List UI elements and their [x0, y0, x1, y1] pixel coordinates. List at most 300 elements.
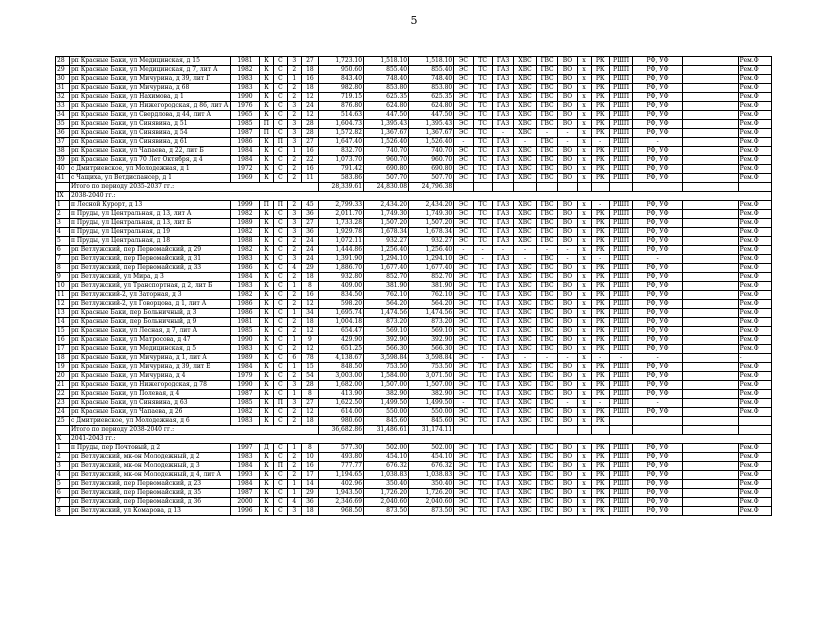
floors-cell: 2 — [287, 165, 301, 174]
repair-fund-cell: Рем.Ф — [738, 309, 771, 318]
hot-water-cell: ГВС — [536, 408, 557, 417]
living-area-cell: 1,395.43 — [364, 120, 409, 129]
extra-cell — [682, 228, 738, 237]
residential-area-cell: 1,518.10 — [409, 57, 454, 66]
wall-material-cell: К — [259, 93, 273, 102]
floors-cell: 2 — [287, 453, 301, 462]
living-area-cell: 24,830.08 — [364, 183, 409, 192]
extra-cell — [682, 93, 738, 102]
roof-work-cell: РК — [591, 336, 609, 345]
cold-water-cell: ХВС — [514, 57, 537, 66]
roof-type-cell: С — [273, 84, 287, 93]
apartments-cell: 14 — [301, 480, 318, 489]
residential-area-cell: 24,796.38 — [409, 183, 454, 192]
facade-work-cell: РФ, УФ — [633, 453, 682, 462]
floors-cell: 3 — [287, 138, 301, 147]
apartments-cell: 17 — [301, 471, 318, 480]
residential-area-cell: 3,598.84 — [409, 354, 454, 363]
gas-cell: ГАЗ — [492, 309, 513, 318]
power-cell: ЭС — [454, 318, 473, 327]
year-cell: 1984 — [230, 156, 259, 165]
roof-type-cell: С — [273, 156, 287, 165]
row-number-cell: 8 — [56, 264, 70, 273]
year-cell: 1999 — [230, 201, 259, 210]
gas-cell: ГАЗ — [492, 300, 513, 309]
roof-type-cell: С — [273, 453, 287, 462]
apartments-cell: 18 — [301, 273, 318, 282]
empty-cell — [609, 183, 633, 192]
roof-type-cell: С — [273, 210, 287, 219]
roof-type-cell: С — [273, 273, 287, 282]
floors-cell: 1 — [287, 309, 301, 318]
floors-cell: 2 — [287, 156, 301, 165]
wall-material-cell: К — [259, 462, 273, 471]
gas-cell: ГАЗ — [492, 471, 513, 480]
address-cell: рп Ветлужский-2, ул Заторная, д 3 — [69, 291, 230, 300]
address-cell: рп Ветлужский-2, ул Говорцова, д 1, лит А — [69, 300, 230, 309]
extra-cell — [682, 174, 738, 183]
total-area-cell: 719.15 — [318, 93, 363, 102]
extra-cell — [682, 354, 738, 363]
sewer-cell: ВО — [558, 66, 577, 75]
row-number-cell: 38 — [56, 147, 70, 156]
cold-water-cell: ХВС — [514, 480, 537, 489]
cold-water-cell: ХВС — [514, 399, 537, 408]
cold-water-cell: - — [514, 138, 537, 147]
repair-fund-cell: Рем.Ф — [738, 84, 771, 93]
sewer-cell: ВО — [558, 462, 577, 471]
floors-cell: 2 — [287, 471, 301, 480]
row-number-cell: 25 — [56, 417, 70, 426]
year-cell: 1986 — [230, 138, 259, 147]
residential-area-cell: 1,526.40 — [409, 138, 454, 147]
roof-type-cell: С — [273, 507, 287, 516]
floors-cell: 1 — [287, 147, 301, 156]
facade-work-cell: РФ, УФ — [633, 102, 682, 111]
row-number-cell: 37 — [56, 138, 70, 147]
power-cell: ЭС — [454, 75, 473, 84]
wall-material-cell: К — [259, 264, 273, 273]
cold-water-cell: ХВС — [514, 372, 537, 381]
roof-work-cell: РК — [591, 147, 609, 156]
residential-area-cell: 1,677.40 — [409, 264, 454, 273]
apartments-cell: 12 — [301, 93, 318, 102]
repair-fund-cell: Рем.Ф — [738, 327, 771, 336]
heat-cell: ТС — [473, 498, 492, 507]
hot-water-cell: ГВС — [536, 399, 557, 408]
wall-material-cell: К — [259, 282, 273, 291]
cold-water-cell: ХВС — [514, 147, 537, 156]
facade-work-cell: РФ, УФ — [633, 507, 682, 516]
repair-fund-cell — [738, 417, 771, 426]
sewer-cell: ВО — [558, 309, 577, 318]
roof-type-cell: С — [273, 372, 287, 381]
wall-material-cell: К — [259, 75, 273, 84]
floors-cell: 3 — [287, 102, 301, 111]
heat-cell: ТС — [473, 147, 492, 156]
power-cell: ЭС — [454, 147, 473, 156]
living-area-cell: 1,526.40 — [364, 138, 409, 147]
total-area-cell: 777.77 — [318, 462, 363, 471]
power-cell: - — [454, 399, 473, 408]
page-number: 5 — [410, 14, 418, 27]
floors-cell: 2 — [287, 237, 301, 246]
period-total-row — [56, 426, 772, 435]
year-cell: 1985 — [230, 120, 259, 129]
gas-cell: ГАЗ — [492, 93, 513, 102]
row-number-cell: 16 — [56, 336, 70, 345]
year-cell: 1993 — [230, 471, 259, 480]
row-number-cell: 17 — [56, 345, 70, 354]
total-area-cell: 36,682.86 — [318, 426, 363, 435]
residential-area-cell: 350.40 — [409, 480, 454, 489]
living-area-cell: 1,584.00 — [364, 372, 409, 381]
total-area-cell: 982.80 — [318, 84, 363, 93]
living-area-cell: 502.00 — [364, 444, 409, 453]
basement-work-cell: РШП — [609, 201, 633, 210]
apartments-cell: 11 — [301, 174, 318, 183]
address-cell: рп Ветлужский, мк-он Молодежный, д 2 — [69, 453, 230, 462]
apartments-cell: 29 — [301, 264, 318, 273]
mark-cell: х — [577, 471, 591, 480]
row-number-cell — [56, 183, 70, 192]
address-cell: рп Красные Баки, пер Больничный, д 9 — [69, 318, 230, 327]
extra-cell — [682, 480, 738, 489]
extra-cell — [682, 147, 738, 156]
gas-cell: ГАЗ — [492, 174, 513, 183]
row-number-cell: 2 — [56, 453, 70, 462]
roof-type-cell: С — [273, 444, 287, 453]
sewer-cell: ВО — [558, 480, 577, 489]
year-cell: 1985 — [230, 327, 259, 336]
address-cell: рп Ветлужский, ул Транспортная, д 2, лит Б — [69, 282, 230, 291]
empty-cell — [633, 426, 682, 435]
total-area-cell: 980.60 — [318, 417, 363, 426]
repair-fund-cell: Рем.Ф — [738, 201, 771, 210]
apartments-cell: 36 — [301, 498, 318, 507]
residential-area-cell: 1,678.34 — [409, 228, 454, 237]
power-cell: ЭС — [454, 417, 473, 426]
power-cell: ЭС — [454, 84, 473, 93]
year-cell: 1990 — [230, 93, 259, 102]
empty-cell — [558, 426, 577, 435]
basement-work-cell — [609, 417, 633, 426]
residential-area-cell: 1,367.67 — [409, 129, 454, 138]
total-area-cell: 1,647.40 — [318, 138, 363, 147]
repair-fund-cell: Рем.Ф — [738, 444, 771, 453]
cold-water-cell: ХВС — [514, 120, 537, 129]
living-area-cell: 1,474.56 — [364, 309, 409, 318]
hot-water-cell: ГВС — [536, 201, 557, 210]
facade-work-cell: РФ, УФ — [633, 129, 682, 138]
row-number-cell: 34 — [56, 111, 70, 120]
basement-work-cell: РШП — [609, 381, 633, 390]
table-row — [56, 129, 772, 138]
period-total-row — [56, 183, 772, 192]
row-number-cell: 5 — [56, 237, 70, 246]
heat-cell: - — [473, 255, 492, 264]
mark-cell: х — [577, 246, 591, 255]
wall-material-cell: К — [259, 363, 273, 372]
total-area-cell: 1,194.65 — [318, 471, 363, 480]
year-cell: 1984 — [230, 147, 259, 156]
sewer-cell: - — [558, 255, 577, 264]
living-area-cell: 1,518.10 — [364, 57, 409, 66]
residential-area-cell: 855.40 — [409, 66, 454, 75]
living-area-cell: 566.30 — [364, 345, 409, 354]
table-row — [56, 381, 772, 390]
heat-cell: ТС — [473, 327, 492, 336]
row-number-cell: 4 — [56, 471, 70, 480]
apartments-cell: 12 — [301, 327, 318, 336]
roof-work-cell: - — [591, 354, 609, 363]
table-row — [56, 417, 772, 426]
row-number-cell: 1 — [56, 201, 70, 210]
living-area-cell: 454.10 — [364, 453, 409, 462]
sewer-cell: ВО — [558, 498, 577, 507]
gas-cell: ГАЗ — [492, 210, 513, 219]
residential-area-cell: 454.10 — [409, 453, 454, 462]
gas-cell: ГАЗ — [492, 444, 513, 453]
mark-cell: х — [577, 255, 591, 264]
repair-fund-cell: Рем.Ф — [738, 336, 771, 345]
roof-work-cell: РК — [591, 228, 609, 237]
total-area-cell: 791.42 — [318, 165, 363, 174]
living-area-cell: 624.80 — [364, 102, 409, 111]
facade-work-cell: РФ, УФ — [633, 75, 682, 84]
power-cell: ЭС — [454, 255, 473, 264]
basement-work-cell: РШП — [609, 120, 633, 129]
basement-work-cell: РШП — [609, 345, 633, 354]
sewer-cell: - — [558, 138, 577, 147]
floors-cell: 3 — [287, 507, 301, 516]
year-cell: 1983 — [230, 84, 259, 93]
table-row — [56, 120, 772, 129]
facade-work-cell: РФ, УФ — [633, 111, 682, 120]
row-number-cell: 21 — [56, 381, 70, 390]
roof-work-cell: РК — [591, 318, 609, 327]
floors-cell: 2 — [287, 246, 301, 255]
facade-work-cell: РФ, УФ — [633, 345, 682, 354]
sewer-cell: - — [558, 354, 577, 363]
roof-work-cell: РК — [591, 462, 609, 471]
residential-area-cell: 676.32 — [409, 462, 454, 471]
residential-area-cell: 2,434.20 — [409, 201, 454, 210]
total-area-cell: 2,346.69 — [318, 498, 363, 507]
power-cell: ЭС — [454, 327, 473, 336]
heat-cell: ТС — [473, 111, 492, 120]
repair-fund-cell: Рем.Ф — [738, 273, 771, 282]
sewer-cell: ВО — [558, 291, 577, 300]
repair-fund-cell: Рем.Ф — [738, 129, 771, 138]
total-area-cell: 950.60 — [318, 66, 363, 75]
cold-water-cell: ХВС — [514, 318, 537, 327]
roof-type-cell: С — [273, 309, 287, 318]
basement-work-cell: РШП — [609, 480, 633, 489]
extra-cell — [682, 300, 738, 309]
heat-cell: ТС — [473, 228, 492, 237]
empty-cell — [682, 183, 738, 192]
total-area-cell: 1,073.70 — [318, 156, 363, 165]
heat-cell: ТС — [473, 507, 492, 516]
extra-cell — [682, 363, 738, 372]
power-cell: ЭС — [454, 273, 473, 282]
table-row — [56, 237, 772, 246]
row-number-cell: 41 — [56, 174, 70, 183]
gas-cell: ГАЗ — [492, 75, 513, 84]
row-number-cell: 10 — [56, 282, 70, 291]
living-area-cell: 507.70 — [364, 174, 409, 183]
gas-cell: ГАЗ — [492, 462, 513, 471]
extra-cell — [682, 156, 738, 165]
power-cell: ЭС — [454, 408, 473, 417]
roof-type-cell: С — [273, 219, 287, 228]
power-cell: ЭС — [454, 120, 473, 129]
facade-work-cell: РФ, УФ — [633, 408, 682, 417]
roof-type-cell: С — [273, 381, 287, 390]
roof-work-cell: - — [591, 255, 609, 264]
floors-cell: 2 — [287, 372, 301, 381]
wall-material-cell: К — [259, 165, 273, 174]
facade-work-cell: РФ, УФ — [633, 489, 682, 498]
gas-cell: ГАЗ — [492, 489, 513, 498]
sewer-cell: ВО — [558, 327, 577, 336]
wall-material-cell: К — [259, 390, 273, 399]
wall-material-cell: К — [259, 174, 273, 183]
roof-work-cell: РК — [591, 390, 609, 399]
row-number-cell: 4 — [56, 228, 70, 237]
wall-material-cell: К — [259, 336, 273, 345]
floors-cell: 2 — [287, 417, 301, 426]
repair-fund-cell: Рем.Ф — [738, 219, 771, 228]
power-cell: ЭС — [454, 282, 473, 291]
row-number-cell: 36 — [56, 129, 70, 138]
mark-cell: х — [577, 165, 591, 174]
power-cell: ЭС — [454, 345, 473, 354]
address-cell: с Чащиха, ул Ветдиспансер, д 1 — [69, 174, 230, 183]
living-area-cell: 3,598.84 — [364, 354, 409, 363]
total-area-cell: 413.90 — [318, 390, 363, 399]
roof-work-cell: РК — [591, 363, 609, 372]
roof-work-cell: РК — [591, 84, 609, 93]
basement-work-cell: РШП — [609, 408, 633, 417]
table-row — [56, 453, 772, 462]
year-cell: 1987 — [230, 129, 259, 138]
floors-cell: 4 — [287, 264, 301, 273]
sewer-cell: ВО — [558, 417, 577, 426]
basement-work-cell: РШП — [609, 84, 633, 93]
table-row — [56, 318, 772, 327]
wall-material-cell: Д — [259, 444, 273, 453]
hot-water-cell: ГВС — [536, 345, 557, 354]
basement-work-cell: РШП — [609, 273, 633, 282]
gas-cell: ГАЗ — [492, 84, 513, 93]
wall-material-cell: К — [259, 66, 273, 75]
floors-cell: 2 — [287, 93, 301, 102]
mark-cell: х — [577, 84, 591, 93]
power-cell: ЭС — [454, 102, 473, 111]
residential-area-cell: 1,507.00 — [409, 381, 454, 390]
living-area-cell: 31,486.61 — [364, 426, 409, 435]
table-row — [56, 444, 772, 453]
mark-cell: х — [577, 219, 591, 228]
extra-cell — [682, 399, 738, 408]
period-title-cell: 2038-2040 гг.: — [69, 192, 771, 201]
cold-water-cell: ХВС — [514, 102, 537, 111]
total-area-cell: 932.80 — [318, 273, 363, 282]
facade-work-cell: РФ, УФ — [633, 390, 682, 399]
total-area-cell: 493.80 — [318, 453, 363, 462]
total-area-cell: 583.86 — [318, 174, 363, 183]
roof-work-cell: РК — [591, 327, 609, 336]
basement-work-cell: РШП — [609, 57, 633, 66]
address-cell: рп Красные Баки, ул Полевая, д 4 — [69, 390, 230, 399]
heat-cell: ТС — [473, 57, 492, 66]
cold-water-cell: ХВС — [514, 327, 537, 336]
total-area-cell: 1,072.11 — [318, 237, 363, 246]
repair-fund-cell: Рем.Ф — [738, 480, 771, 489]
hot-water-cell: ГВС — [536, 165, 557, 174]
total-area-cell: 614.00 — [318, 408, 363, 417]
residential-area-cell: 624.80 — [409, 102, 454, 111]
wall-material-cell: К — [259, 111, 273, 120]
basement-work-cell: РШП — [609, 327, 633, 336]
mark-cell: х — [577, 354, 591, 363]
roof-work-cell: РК — [591, 417, 609, 426]
roof-type-cell: С — [273, 66, 287, 75]
heat-cell: ТС — [473, 336, 492, 345]
extra-cell — [682, 318, 738, 327]
basement-work-cell: - — [609, 354, 633, 363]
floors-cell: 1 — [287, 480, 301, 489]
empty-cell — [536, 183, 557, 192]
row-number-cell: 19 — [56, 363, 70, 372]
total-area-cell: 848.50 — [318, 363, 363, 372]
heat-cell: ТС — [473, 201, 492, 210]
heat-cell: ТС — [473, 273, 492, 282]
address-cell: рп Ветлужский, пер Первомайский, д 23 — [69, 480, 230, 489]
basement-work-cell: РШП — [609, 498, 633, 507]
address-cell: рп Ветлужский, пер Первомайский, д 33 — [69, 264, 230, 273]
apartments-cell: 28 — [301, 381, 318, 390]
repair-fund-cell: Рем.Ф — [738, 282, 771, 291]
total-area-cell: 843.40 — [318, 75, 363, 84]
gas-cell: ГАЗ — [492, 318, 513, 327]
sewer-cell: ВО — [558, 471, 577, 480]
repair-fund-cell: Рем.Ф — [738, 408, 771, 417]
extra-cell — [682, 120, 738, 129]
floors-cell: 2 — [287, 273, 301, 282]
basement-work-cell: РШП — [609, 255, 633, 264]
cold-water-cell: ХВС — [514, 165, 537, 174]
living-area-cell: 392.90 — [364, 336, 409, 345]
roof-work-cell: РК — [591, 120, 609, 129]
year-cell: 1969 — [230, 174, 259, 183]
basement-work-cell: РШП — [609, 237, 633, 246]
gas-cell: ГАЗ — [492, 156, 513, 165]
extra-cell — [682, 417, 738, 426]
repair-fund-cell: Рем.Ф — [738, 156, 771, 165]
repair-fund-cell: Рем.Ф — [738, 291, 771, 300]
extra-cell — [682, 462, 738, 471]
apartments-cell: 12 — [301, 300, 318, 309]
sewer-cell: ВО — [558, 273, 577, 282]
living-area-cell: 676.32 — [364, 462, 409, 471]
roof-work-cell: РК — [591, 408, 609, 417]
row-number-cell: 3 — [56, 219, 70, 228]
empty-cell — [738, 426, 771, 435]
living-area-cell: 1,038.83 — [364, 471, 409, 480]
